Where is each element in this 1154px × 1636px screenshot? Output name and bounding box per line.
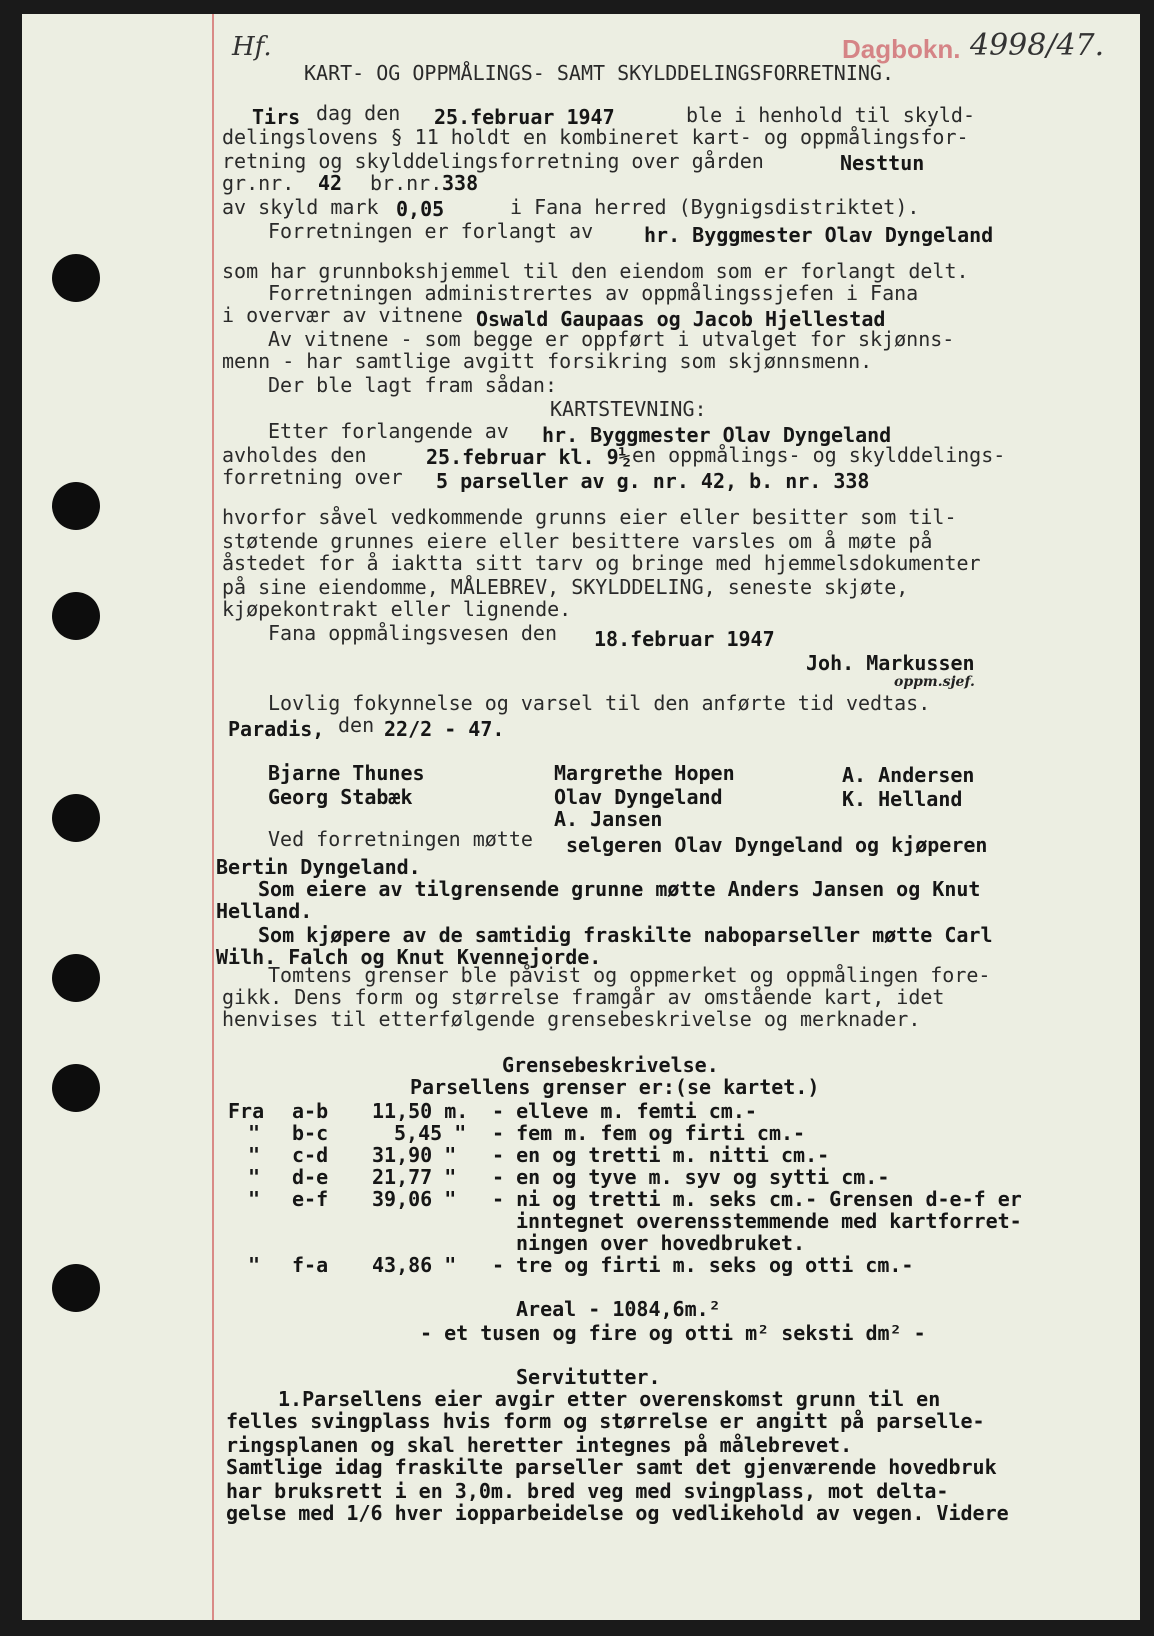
row-segment: b-c [292, 1121, 329, 1145]
row-text: - en og tretti m. nitti cm.- [492, 1143, 830, 1167]
punch-hole [52, 482, 100, 530]
row-text: - tre og firti m. seks og otti cm.- [492, 1253, 914, 1277]
text-line: har bruksrett i en 3,0m. bred veg med svingplass, mot delta- [226, 1479, 949, 1503]
row-text: - ni og tretti m. seks cm.- Grensen d-e-f er [492, 1187, 1022, 1211]
row-text: - elleve m. femti cm.- [492, 1099, 757, 1123]
text-line: 1.Parsellens eier avgir etter overenskomst grunn til en [278, 1387, 941, 1411]
signature-name: A. Jansen [554, 807, 663, 831]
punch-hole [52, 1064, 100, 1112]
document-page [22, 14, 1140, 1620]
text-line: Forretningen er forlangt av [268, 219, 594, 243]
text-line: forretning over [222, 465, 403, 489]
meeting-date: 25.februar 1947 [434, 105, 615, 129]
sign-date: 18.februar 1947 [594, 627, 775, 651]
day-prefix: Tirs [252, 105, 301, 129]
witnesses: Oswald Gaupaas og Jacob Hjellestad [476, 307, 886, 331]
text-line: dag den [316, 101, 401, 125]
row-segment: c-d [292, 1143, 329, 1167]
row-from: Fra [228, 1099, 265, 1123]
area-words: - et tusen og fire og otti m² seksti dm² - [420, 1321, 926, 1345]
text-line: av skyld mark [222, 195, 379, 219]
text-line: Helland. [216, 899, 313, 923]
notice-date: 22/2 - 47. [384, 717, 505, 741]
text-line: br.nr. [370, 171, 443, 195]
row-from: " [248, 1143, 261, 1167]
text-line: Lovlig fokynnelse og varsel til den anførte tid vedtas. [268, 691, 931, 715]
row-text: inntegnet overensstemmende med kartforret- [516, 1209, 1022, 1233]
text-line: kjøpekontrakt eller lignende. [222, 597, 572, 621]
punch-hole [52, 1264, 100, 1312]
document-title: KART- OG OPPMÅLINGS- SAMT SKYLDDELINGSFORRETNING. [304, 61, 895, 85]
text-line: Fana oppmålingsvesen den [268, 621, 557, 645]
text-line: i Fana herred (Bygnigsdistriktet). [510, 195, 920, 219]
text-line: en oppmålings- og skylddelings- [632, 443, 1006, 467]
servitudes-heading: Servitutter. [516, 1365, 661, 1389]
text-line: menn - har samtlige avgitt forsikring som skjønnsmenn. [222, 349, 873, 373]
row-length: 11,50 m. [372, 1099, 469, 1123]
text-line: Ved forretningen møtte [268, 827, 533, 851]
text-line: hvorfor såvel vedkommende grunns eier eller besitter som til- [222, 505, 957, 529]
diary-stamp: Dagbokn. [842, 34, 961, 64]
text-line: gr.nr. [222, 171, 295, 195]
text-line: Tomtens grenser ble påvist og oppmerket og oppmålingen fore- [268, 963, 991, 987]
text-line: felles svingplass hvis form og størrelse er angitt på parselle- [226, 1409, 985, 1433]
margin-line [212, 14, 214, 1620]
text-line: på sine eiendomme, MÅLEBREV, SKYLDDELING, seneste skjøte, [222, 575, 909, 599]
signature-name: K. Helland [842, 787, 963, 811]
text-line: Forretningen administrertes av oppmålingssjefen i Fana [268, 281, 919, 305]
text-line: Som kjøpere av de samtidig fraskilte naboparseller møtte Carl [258, 923, 993, 947]
text-line: som har grunnbokshjemmel til den eiendom som er forlangt delt. [222, 259, 969, 283]
bnr: 338 [442, 171, 479, 195]
text-line: delingslovens § 11 holdt en kombineret kart- og oppmålingsfor- [222, 125, 969, 149]
signer-name: Joh. Markussen [806, 651, 975, 675]
kartstevning-heading: KARTSTEVNING: [550, 397, 707, 421]
area: Areal - 1084,6m.² [516, 1297, 721, 1321]
notice-place: Paradis, [228, 717, 325, 741]
text-line: ringsplanen og skal heretter integnes på målebrevet. [226, 1433, 853, 1457]
row-text: - en og tyve m. syv og sytti cm.- [492, 1165, 890, 1189]
punch-hole [52, 794, 100, 842]
kartstevning-requester: hr. Byggmester Olav Dyngeland [542, 423, 892, 447]
text-line: Etter forlangende av [268, 419, 509, 443]
text-line: Der ble lagt fram sådan: [268, 373, 557, 397]
punch-hole [52, 592, 100, 640]
text-line: Bertin Dyngeland. [216, 855, 421, 879]
row-segment: d-e [292, 1165, 329, 1189]
text-line: henvises til etterfølgende grensebeskrivelse og merknader. [222, 1007, 921, 1031]
row-length: 21,77 " [372, 1165, 457, 1189]
signature-name: A. Andersen [842, 763, 975, 787]
row-segment: e-f [292, 1187, 329, 1211]
text-line: i overvær av vitnene [222, 303, 463, 327]
requester: hr. Byggmester Olav Dyngeland [644, 223, 994, 247]
text-line: åstedet for å iaktta sitt tarv og bringe med hjemmelsdokumenter [222, 551, 981, 575]
gnr: 42 [318, 171, 343, 195]
signer-title: oppm.sjef. [894, 674, 975, 690]
text-line: Som eiere av tilgrensende grunne møtte Anders Jansen og Knut [258, 877, 981, 901]
text-line: den [338, 713, 375, 737]
text-line: avholdes den [222, 443, 367, 467]
punch-hole [52, 254, 100, 302]
row-from: " [248, 1121, 261, 1145]
case-number: 4998/47. [970, 28, 1105, 63]
row-length: 31,90 " [372, 1143, 457, 1167]
text-line: gikk. Dens form og størrelse framgår av omstående kart, idet [222, 985, 945, 1009]
signature-name: Margrethe Hopen [554, 761, 735, 785]
text-line: retning og skylddelingsforretning over gården [222, 149, 764, 173]
signature-name: Olav Dyngeland [554, 785, 723, 809]
row-length: 39,06 " [372, 1187, 457, 1211]
text-line: Av vitnene - som begge er oppført i utvalget for skjønns- [268, 327, 955, 351]
row-segment: f-a [292, 1253, 329, 1277]
text-line: støtende grunnes eiere eller besittere varsles om å møte på [222, 529, 933, 553]
text-line: Samtlige idag fraskilte parseller samt det gjenværende hovedbruk [226, 1455, 997, 1479]
parcels: 5 parseller av g. nr. 42, b. nr. 338 [436, 469, 870, 493]
row-length: 5,45 " [394, 1121, 467, 1145]
row-from: " [248, 1187, 261, 1211]
row-text: - fem m. fem og firti cm.- [492, 1121, 806, 1145]
signature-name: Bjarne Thunes [268, 761, 425, 785]
text-line: Wilh. Falch og Knut Kvennejorde. [216, 945, 602, 969]
row-from: " [248, 1165, 261, 1189]
boundary-subheading: Parsellens grenser er:(se kartet.) [410, 1075, 820, 1099]
signature-name: Georg Stabæk [268, 785, 413, 809]
margin-mark: Hf. [232, 32, 272, 62]
row-length: 43,86 " [372, 1253, 457, 1277]
row-segment: a-b [292, 1099, 329, 1123]
boundary-heading: Grensebeskrivelse. [502, 1053, 719, 1077]
punch-hole [52, 954, 100, 1002]
farm-name: Nesttun [840, 151, 925, 175]
row-text: ningen over hovedbruket. [516, 1231, 805, 1255]
text-line: gelse med 1/6 hver iopparbeidelse og vedlikehold av vegen. Videre [226, 1501, 1009, 1525]
meeting-time: 25.februar kl. 9½ [426, 445, 631, 469]
row-from: " [248, 1253, 261, 1277]
text-line: ble i henhold til skyld- [686, 103, 975, 127]
skyld-value: 0,05 [396, 197, 445, 221]
text-line: selgeren Olav Dyngeland og kjøperen [566, 833, 988, 857]
